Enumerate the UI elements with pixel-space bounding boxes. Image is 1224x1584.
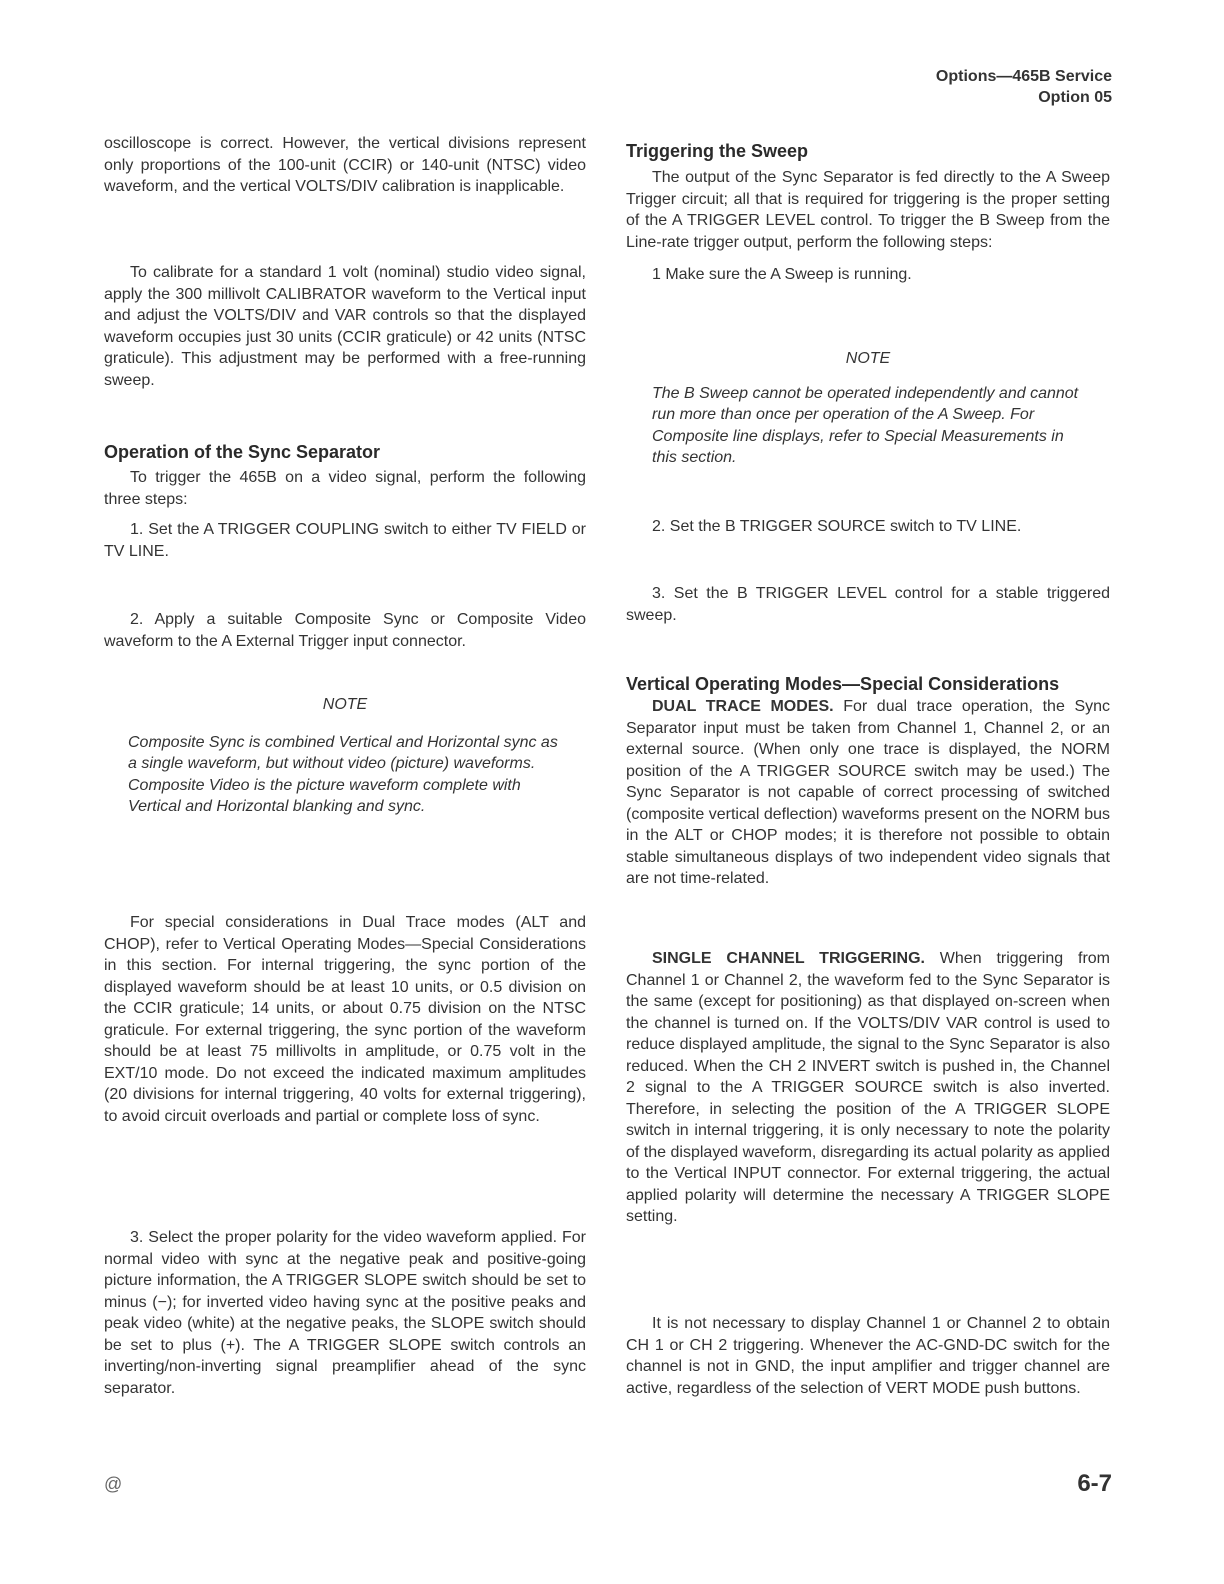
paragraph (626, 696, 1110, 890)
left-column-step2 (104, 609, 586, 652)
page-number: 6-7 (1077, 1470, 1112, 1497)
paragraph-lead: SINGLE CHANNEL TRIGGERING. (652, 950, 925, 967)
page-header (936, 66, 1112, 108)
right-column-vertical-modes (626, 672, 1110, 890)
right-column-single-channel (626, 948, 1110, 1228)
paragraph: To trigger the 465B on a video signal, perform the following three steps: (104, 469, 586, 508)
section-heading: Vertical Operating Modes—Special Considerations (626, 674, 1060, 694)
left-column-considerations (104, 912, 586, 1127)
paragraph (626, 948, 1110, 1228)
list-item: 3. Select the proper polarity for the video waveform applied. For normal video with sync at the negative peak and positive-going picture information, the A TRIGGER SLOPE switch should be set to minus (−); for inverted video having sync at the positive peaks and peak video (white) at the negative peaks, the SLOPE switch should be set to plus (+). The A TRIGGER SLOPE switch controls an inverting/non-inverting signal preamplifier ahead of the sync separator. (104, 1229, 586, 1397)
note-text: Composite Sync is combined Vertical and Horizontal sync as a single waveform, but without video (picture) waveforms. Composite Video is the picture waveform complete with Vertical and Horizontal blanking and sync. (128, 733, 558, 815)
paragraph: The output of the Sync Separator is fed directly to the A Sweep Trigger circuit; all that is required for triggering is the proper setting of the A TRIGGER LEVEL control. To trigger the B Sweep from the Line-rate trigger output, perform the following steps: (626, 169, 1110, 251)
note-label: NOTE (845, 350, 891, 367)
header-title: Options—465B Service (935, 68, 1112, 85)
note-text: The B Sweep cannot be operated independently and cannot run more than once per operation of the A Sweep. For Composite line displays, refer to Special Measurements in this section. (652, 384, 1079, 466)
note-label: NOTE (322, 696, 368, 713)
right-note (626, 348, 1110, 469)
left-column-sync-section (104, 440, 586, 562)
paragraph: It is not necessary to display Channel 1 or Channel 2 to obtain CH 1 or CH 2 triggering. Whenever the AC-GND-DC switch for the channel is not in GND, the input amplifier and trigger channel are active, regardless of the selection of VERT MODE push buttons. (626, 1315, 1110, 1397)
left-column-step3 (104, 1227, 586, 1399)
left-column-calibrate (104, 262, 586, 391)
right-column-triggering (626, 139, 1110, 286)
paragraph-text: For dual trace operation, the Sync Separator input must be taken from Channel 1, Channel 2, or an external source. (When only one trace is displayed, the NORM position of the A TRIGGER SOURCE switch may be used.) The Sync Separator is not capable of correct processing of switched (composite vertical deflection) waveforms present on the NORM bus in the ALT or CHOP modes; it is therefore not possible to obtain stable simultaneous displays of two independent video signals that are not time-related. (626, 698, 1111, 887)
list-item: 1 Make sure the A Sweep is running. (652, 266, 912, 283)
paragraph-lead: DUAL TRACE MODES. (652, 698, 834, 715)
section-heading: Operation of the Sync Separator (104, 442, 381, 462)
footer-mark: @ (104, 1474, 123, 1494)
paragraph-text: When triggering from Channel 1 or Channel 2, the waveform fed to the Sync Separator is the same (except for positioning) as that displayed on-screen when the channel is turned on. If the VOLTS/DIV VAR control is used to reduce displayed amplitude, the signal to the Sync Separator is also reduced. When the CH 2 INVERT switch is pushed in, the Channel 2 signal to the A TRIGGER SOURCE switch is also inverted. Therefore, in selecting the position of the A TRIGGER SLOPE switch in internal triggering, it is only necessary to note the polarity of the displayed waveform, disregarding its actual polarity as applied to the Vertical INPUT connector. For external triggering, the actual applied polarity will determine the necessary A TRIGGER SLOPE setting. (626, 950, 1110, 1225)
right-column-step3 (626, 583, 1110, 626)
paragraph: oscilloscope is correct. However, the vertical divisions represent only proportions of the 100-unit (CCIR) or 140-unit (NTSC) video waveform, and the vertical VOLTS/DIV calibration is inapplicable. (104, 135, 586, 195)
paragraph: For special considerations in Dual Trace modes (ALT and CHOP), refer to Vertical Operating Modes—Special Considerations in this section. For internal triggering, the sync portion of the displayed waveform should be at least 10 units, or 0.5 division on the CCIR graticule; 14 units, or about 0.75 division on the NTSC graticule. For external triggering, the sync portion of the waveform should be at least 75 millivolts in amplitude, or 0.75 volt in the EXT/10 mode. Do not exceed the indicated maximum amplitudes (20 divisions for internal triggering, 40 volts for external triggering), to avoid circuit overloads and partial or complete loss of sync. (104, 914, 586, 1125)
section-heading: Triggering the Sweep (626, 141, 809, 161)
left-note (104, 694, 586, 818)
header-subtitle: Option 05 (1038, 89, 1112, 106)
right-column-final (626, 1313, 1110, 1399)
right-column-step2 (626, 516, 1110, 538)
list-item: 2. Apply a suitable Composite Sync or Composite Video waveform to the A External Trigger input connector. (104, 611, 586, 650)
left-column (104, 133, 586, 198)
list-item: 3. Set the B TRIGGER LEVEL control for a stable triggered sweep. (626, 585, 1110, 624)
paragraph: To calibrate for a standard 1 volt (nominal) studio video signal, apply the 300 millivolt CALIBRATOR waveform to the Vertical input and adjust the VOLTS/DIV and VAR controls so that the displayed waveform occupies just 30 units (CCIR graticule) or 42 units (NTSC graticule). This adjustment may be performed with a free-running sweep. (104, 264, 586, 389)
list-item: 1. Set the A TRIGGER COUPLING switch to either TV FIELD or TV LINE. (104, 521, 586, 560)
list-item: 2. Set the B TRIGGER SOURCE switch to TV LINE. (652, 518, 1022, 535)
